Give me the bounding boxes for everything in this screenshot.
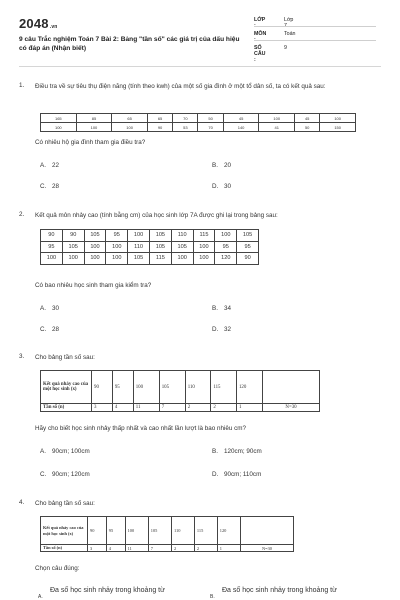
table-cell: 90 [147,123,172,132]
answer-option-c[interactable]: C. 90cm; 120cm [40,471,90,478]
question-text: Cho bảng tần số sau: [35,354,95,361]
table-cell: 100 [215,230,237,242]
question-number: 4. [19,499,25,506]
table-cell: 90 [62,230,84,242]
table-cell: 105 [84,230,106,242]
table-cell: 115 [193,230,215,242]
table-cell: 100 [133,371,159,404]
header-divider [19,66,381,67]
answer-option-c[interactable]: C. 28 [40,183,60,190]
table-cell: 100 [171,253,193,265]
table-cell: 2 [194,545,217,552]
answer-option-d[interactable]: D. 90cm; 110cm [212,471,262,478]
table-cell: 53 [173,123,198,132]
answer-option-b[interactable]: B.Đa số học sinh nhảy trong khoảng từ [210,587,337,600]
table-cell: 110 [171,517,194,545]
question-prompt: Hãy cho biết học sinh nhảy thấp nhất và cao nhất lần lượt là bao nhiêu cm? [35,425,247,432]
table-cell: 70 [198,123,223,132]
table-cell: 100 [106,241,128,253]
table-cell: 100 [84,253,106,265]
table-cell: 90 [88,517,107,545]
answer-option-b[interactable]: B. 20 [212,162,232,169]
page-header: 2048.vn 9 câu Trắc nghiệm Toán 7 Bài 2: Bảng "tần số" các giá trị của dấu hiệu có đáp án (Nhận biết) LỚP : Lớp 7 MÔN : Toán SỐ CÂU : 9 [0,0,400,62]
table-cell: 105 [149,230,171,242]
table-cell: 70 [173,114,198,123]
table-cell: 45 [223,114,259,123]
answer-option-d[interactable]: D. 30 [212,183,232,190]
data-table-2 [40,229,259,265]
table-header-cell: Kết quả nhảy cao của một học sinh (x) [41,517,88,545]
table-cell: 1 [236,404,262,412]
table-cell: 105 [171,241,193,253]
table-cell: 165 [41,114,77,123]
table-cell: 65 [147,114,172,123]
table-cell: 100 [193,253,215,265]
table-cell: 110 [128,241,150,253]
table-cell: 100 [62,253,84,265]
table-cell: N=30 [241,545,294,552]
answer-option-a[interactable]: A. 90cm; 100cm [40,448,90,455]
table-cell: 3 [92,404,113,412]
table-cell: 100 [193,241,215,253]
table-cell: 100 [320,114,356,123]
table-cell: 100 [76,123,112,132]
table-header-cell: Kết quả nhảy cao của một học sinh (x) [41,371,92,404]
question-prompt: Chọn câu đúng: [35,565,80,572]
table-header-cell: Tần số (n) [41,404,92,412]
table-cell: 4 [112,404,133,412]
frequency-table-4 [40,516,294,552]
table-cell: 105 [148,517,171,545]
answer-option-a[interactable]: A.Đa số học sinh nhảy trong khoảng từ [38,587,165,600]
table-cell: 1 [217,545,240,552]
table-cell: 120 [236,371,262,404]
table-cell: 90 [92,371,113,404]
table-cell: 120 [215,253,237,265]
site-logo[interactable]: 2048.vn [19,16,58,31]
answer-option-a[interactable]: A. 30 [40,305,60,312]
table-cell: 140 [223,123,259,132]
table-cell: 100 [125,517,148,545]
table-cell: 2 [211,404,237,412]
table-cell: 7 [159,404,185,412]
answer-option-a[interactable]: A. 22 [40,162,60,169]
table-cell: 95 [106,230,128,242]
question-number: 3. [19,353,25,360]
table-cell: 100 [259,114,295,123]
table-cell: 7 [148,545,171,552]
question-prompt: Có nhiêu hộ gia đình tham gia điều tra? [35,139,146,146]
table-cell: 105 [149,241,171,253]
table-cell: 115 [149,253,171,265]
table-cell: 3 [88,545,107,552]
question-prompt: Có bao nhiêu học sinh tham gia kiểm tra? [35,282,152,289]
table-cell: 50 [198,114,223,123]
table-cell: 150 [320,123,356,132]
table-cell: 95 [112,371,133,404]
table-cell: 100 [128,230,150,242]
table-cell: 110 [185,371,211,404]
table-cell: 95 [41,241,63,253]
table-cell: 50 [295,123,320,132]
table-cell: 100 [106,253,128,265]
table-cell: 110 [171,230,193,242]
page-title: 9 câu Trắc nghiệm Toán 7 Bài 2: Bảng "tần số" các giá trị của dấu hiệu có đáp án (Nhận biết) [19,36,240,52]
table-cell [263,371,320,404]
table-cell: 105 [128,253,150,265]
table-cell: 90 [237,253,259,265]
answer-option-c[interactable]: C. 28 [40,326,60,333]
table-cell: 2 [171,545,194,552]
answer-option-b[interactable]: B. 34 [212,305,232,312]
table-cell: 105 [62,241,84,253]
answer-option-b[interactable]: B. 120cm; 90cm [212,448,262,455]
table-cell: 4 [106,545,125,552]
data-table-1 [40,113,356,132]
question-number: 1. [19,82,25,89]
question-text: Kết quả môn nhảy cao (tính bằng cm) của học sinh lớp 7A được ghi lại trong bảng sau: [35,212,278,219]
table-cell: 105 [159,371,185,404]
table-cell: 100 [41,253,63,265]
table-cell: 120 [217,517,240,545]
question-text: Điều tra về sự tiêu thụ điện năng (tính theo kwh) của một số gia đình ở một tổ dân số, ta có kết quả sau: [35,83,326,90]
table-cell: 100 [112,123,148,132]
table-cell: 95 [106,517,125,545]
table-cell: 100 [84,241,106,253]
table-cell: 85 [76,114,112,123]
table-cell: 115 [194,517,217,545]
table-cell: 90 [41,230,63,242]
table-cell: 11 [125,545,148,552]
table-cell: 95 [237,241,259,253]
table-cell: 115 [211,371,237,404]
table-cell: 45 [295,114,320,123]
table-cell: 41 [259,123,295,132]
table-cell: 65 [112,114,148,123]
table-cell: 2 [185,404,211,412]
table-cell [241,517,294,545]
frequency-table-3 [40,370,320,412]
answer-option-d[interactable]: D. 32 [212,326,232,333]
table-cell: 95 [215,241,237,253]
question-text: Cho bảng tần số sau: [35,500,95,507]
table-header-cell: Tần số (n) [41,545,88,552]
table-cell: 11 [133,404,159,412]
table-cell: 100 [41,123,77,132]
table-cell: N=30 [263,404,320,412]
table-cell: 105 [237,230,259,242]
question-number: 2. [19,211,25,218]
